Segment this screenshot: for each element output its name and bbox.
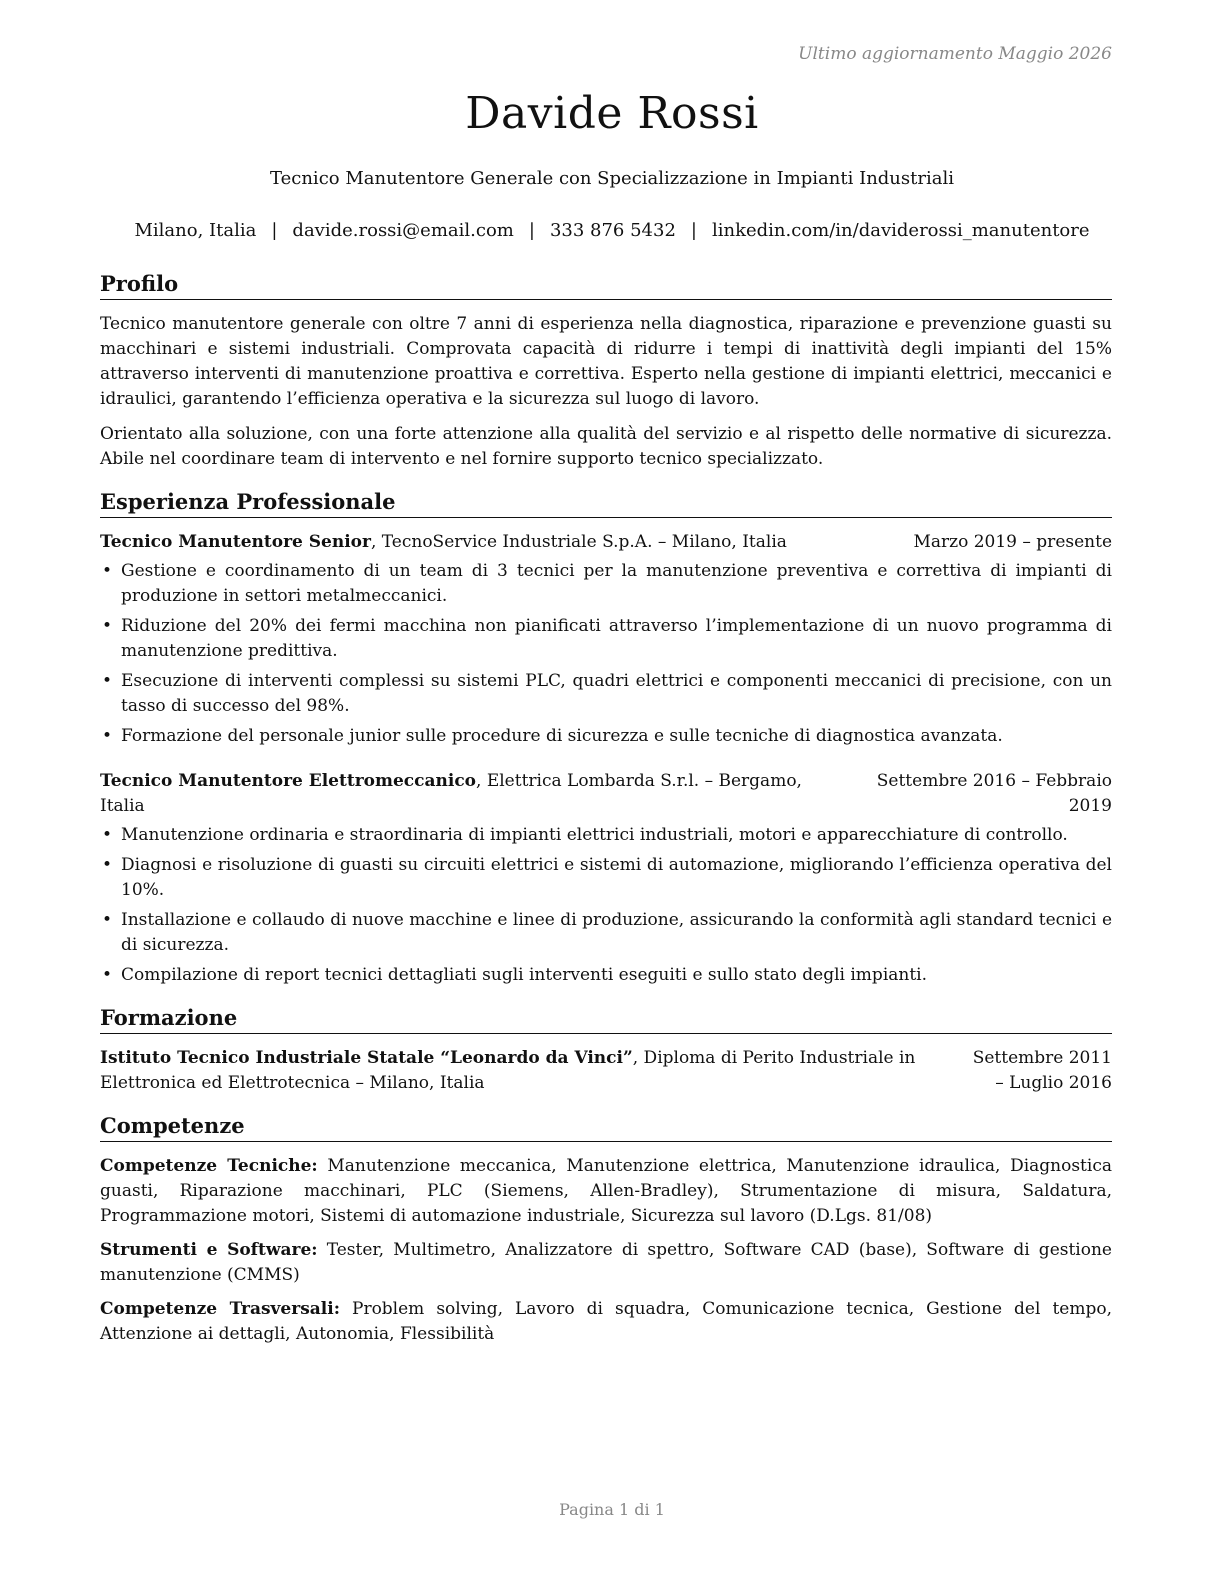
section-title-experience: Esperienza Professionale [100,488,1112,518]
education-section [100,1004,1112,1096]
job-bullet [100,908,1112,958]
contact-separator: | [528,220,535,241]
skill-group-text: Problem solving, Lavoro di squadra, Comunicazione tecnica, Gestione del tempo, Attenzione ai dettagli, Autonomia, Flessibilità [100,1299,1112,1344]
skill-group-text: Manutenzione meccanica, Manutenzione elettrica, Manutenzione idraulica, Diagnostica guasti, Riparazione macchinari, PLC (Siemens, Allen-Bradley), Strumentazione di misura, Saldatura, Programmazione motori, Sistemi di automazione industriale, Sicurezza sul lavoro (D.Lgs. 81/08) [100,1156,1112,1226]
candidate-headline: Tecnico Manutentore Generale con Specializzazione in Impianti Industriali [270,168,954,189]
bullet-text: Diagnosi e risoluzione di guasti su circuiti elettrici e sistemi di automazione, migliorando l’efficienza operativa del 10%. [121,855,1112,900]
bullet-icon: • [102,855,113,875]
bullet-icon: • [102,965,113,985]
job-header [100,530,1112,555]
job-bullets [100,823,1112,988]
bullet-icon: • [102,561,113,581]
bullet-icon: • [102,825,113,845]
experience-section [100,488,1112,988]
profile-section [100,270,1112,472]
education-degree: , Diploma di Perito Industriale in Elettronica ed Elettrotecnica – Milano, Italia [100,1048,916,1093]
bullet-text: Installazione e collaudo di nuove macchine e linee di produzione, assicurando la conformità agli standard tecnici e di sicurezza. [121,910,1112,955]
job-dates: Marzo 2019 – presente [913,532,1112,552]
bullet-text: Esecuzione di interventi complessi su sistemi PLC, quadri elettrici e componenti meccanici di precisione, con un tasso di successo del 98%. [121,671,1112,716]
job-bullets [100,559,1112,749]
profile-paragraph: Tecnico manutentore generale con oltre 7 anni di esperienza nella diagnostica, riparazione e prevenzione guasti su macchinari e sistemi industriali. Comprovata capacità di ridurre i tempi di inattività degli impianti del 15% attraverso interventi di manutenzione proattiva e correttiva. Esperto nella gestione di impianti elettrici, meccanici e idraulici, garantendo l’efficienza operativa e la sicurezza sul luogo di lavoro. [100,314,1112,409]
job-dates: Settembre 2016 – Febbraio 2019 [876,771,1112,816]
job-header [100,769,1112,819]
skill-group-label: Competenze Tecniche: [100,1156,318,1176]
job-bullet [100,823,1112,848]
bullet-text: Formazione del personale junior sulle procedure di sicurezza e sulle tecniche di diagnostica avanzata. [121,726,1003,746]
job-role: Tecnico Manutentore Elettromeccanico [100,771,477,791]
skill-group [100,1238,1112,1288]
bullet-icon: • [102,616,113,636]
candidate-name: Davide Rossi [465,88,759,139]
job-company: , Elettrica Lombarda S.r.l. – Bergamo, Italia [100,771,802,816]
job-company: , TecnoService Industriale S.p.A. – Milano, Italia [370,532,787,552]
skill-group-text: Tester, Multimetro, Analizzatore di spettro, Software CAD (base), Software di gestione manutenzione (CMMS) [100,1240,1112,1285]
skill-group-label: Strumenti e Software: [100,1240,318,1260]
section-title-skills: Competenze [100,1112,1112,1142]
education-dates: Settembre 2011 – Luglio 2016 [972,1048,1112,1093]
skill-group [100,1154,1112,1229]
contact-phone: 333 876 5432 [549,220,676,241]
job-role: Tecnico Manutentore Senior [100,532,371,552]
bullet-text: Manutenzione ordinaria e straordinaria di impianti elettrici industriali, motori e apparecchiature di controllo. [121,825,1068,845]
bullet-text: Compilazione di report tecnici dettagliati sugli interventi eseguiti e sullo stato degli impianti. [121,965,928,985]
job-bullet [100,614,1112,664]
job-bullet [100,669,1112,719]
contact-line [0,220,1224,241]
job-entry [100,530,1112,749]
section-title-profile: Profilo [100,270,1112,300]
skill-group-label: Competenze Trasversali: [100,1299,340,1319]
contact-email[interactable]: davide.rossi@email.com [292,220,514,241]
contact-linkedin[interactable]: linkedin.com/in/daviderossi_manutentore [711,220,1090,241]
contact-separator: | [690,220,697,241]
bullet-text: Gestione e coordinamento di un team di 3 tecnici per la manutenzione preventiva e correttiva di impianti di produzione in settori metalmeccanici. [121,561,1112,606]
section-title-education: Formazione [100,1004,1112,1034]
bullet-icon: • [102,910,113,930]
job-bullet [100,963,1112,988]
job-bullet [100,853,1112,903]
education-entry [100,1046,1112,1096]
education-school: Istituto Tecnico Industriale Statale “Leonardo da Vinci” [100,1048,633,1068]
page-number: Pagina 1 di 1 [559,1500,665,1519]
bullet-icon: • [102,671,113,691]
skills-section [100,1112,1112,1347]
job-bullet [100,559,1112,609]
last-updated-note: Ultimo aggiornamento Maggio 2026 [798,44,1112,64]
job-bullet [100,724,1112,749]
bullet-text: Riduzione del 20% dei fermi macchina non pianificati attraverso l’implementazione di un nuovo programma di manutenzione predittiva. [121,616,1112,661]
job-entry [100,769,1112,988]
contact-location: Milano, Italia [134,220,257,241]
bullet-icon: • [102,726,113,746]
resume-body [100,270,1112,1347]
skill-group [100,1297,1112,1347]
contact-separator: | [271,220,278,241]
profile-paragraph: Orientato alla soluzione, con una forte attenzione alla qualità del servizio e al rispetto delle normative di sicurezza. Abile nel coordinare team di intervento e nel fornire supporto tecnico specializzato. [100,424,1112,469]
